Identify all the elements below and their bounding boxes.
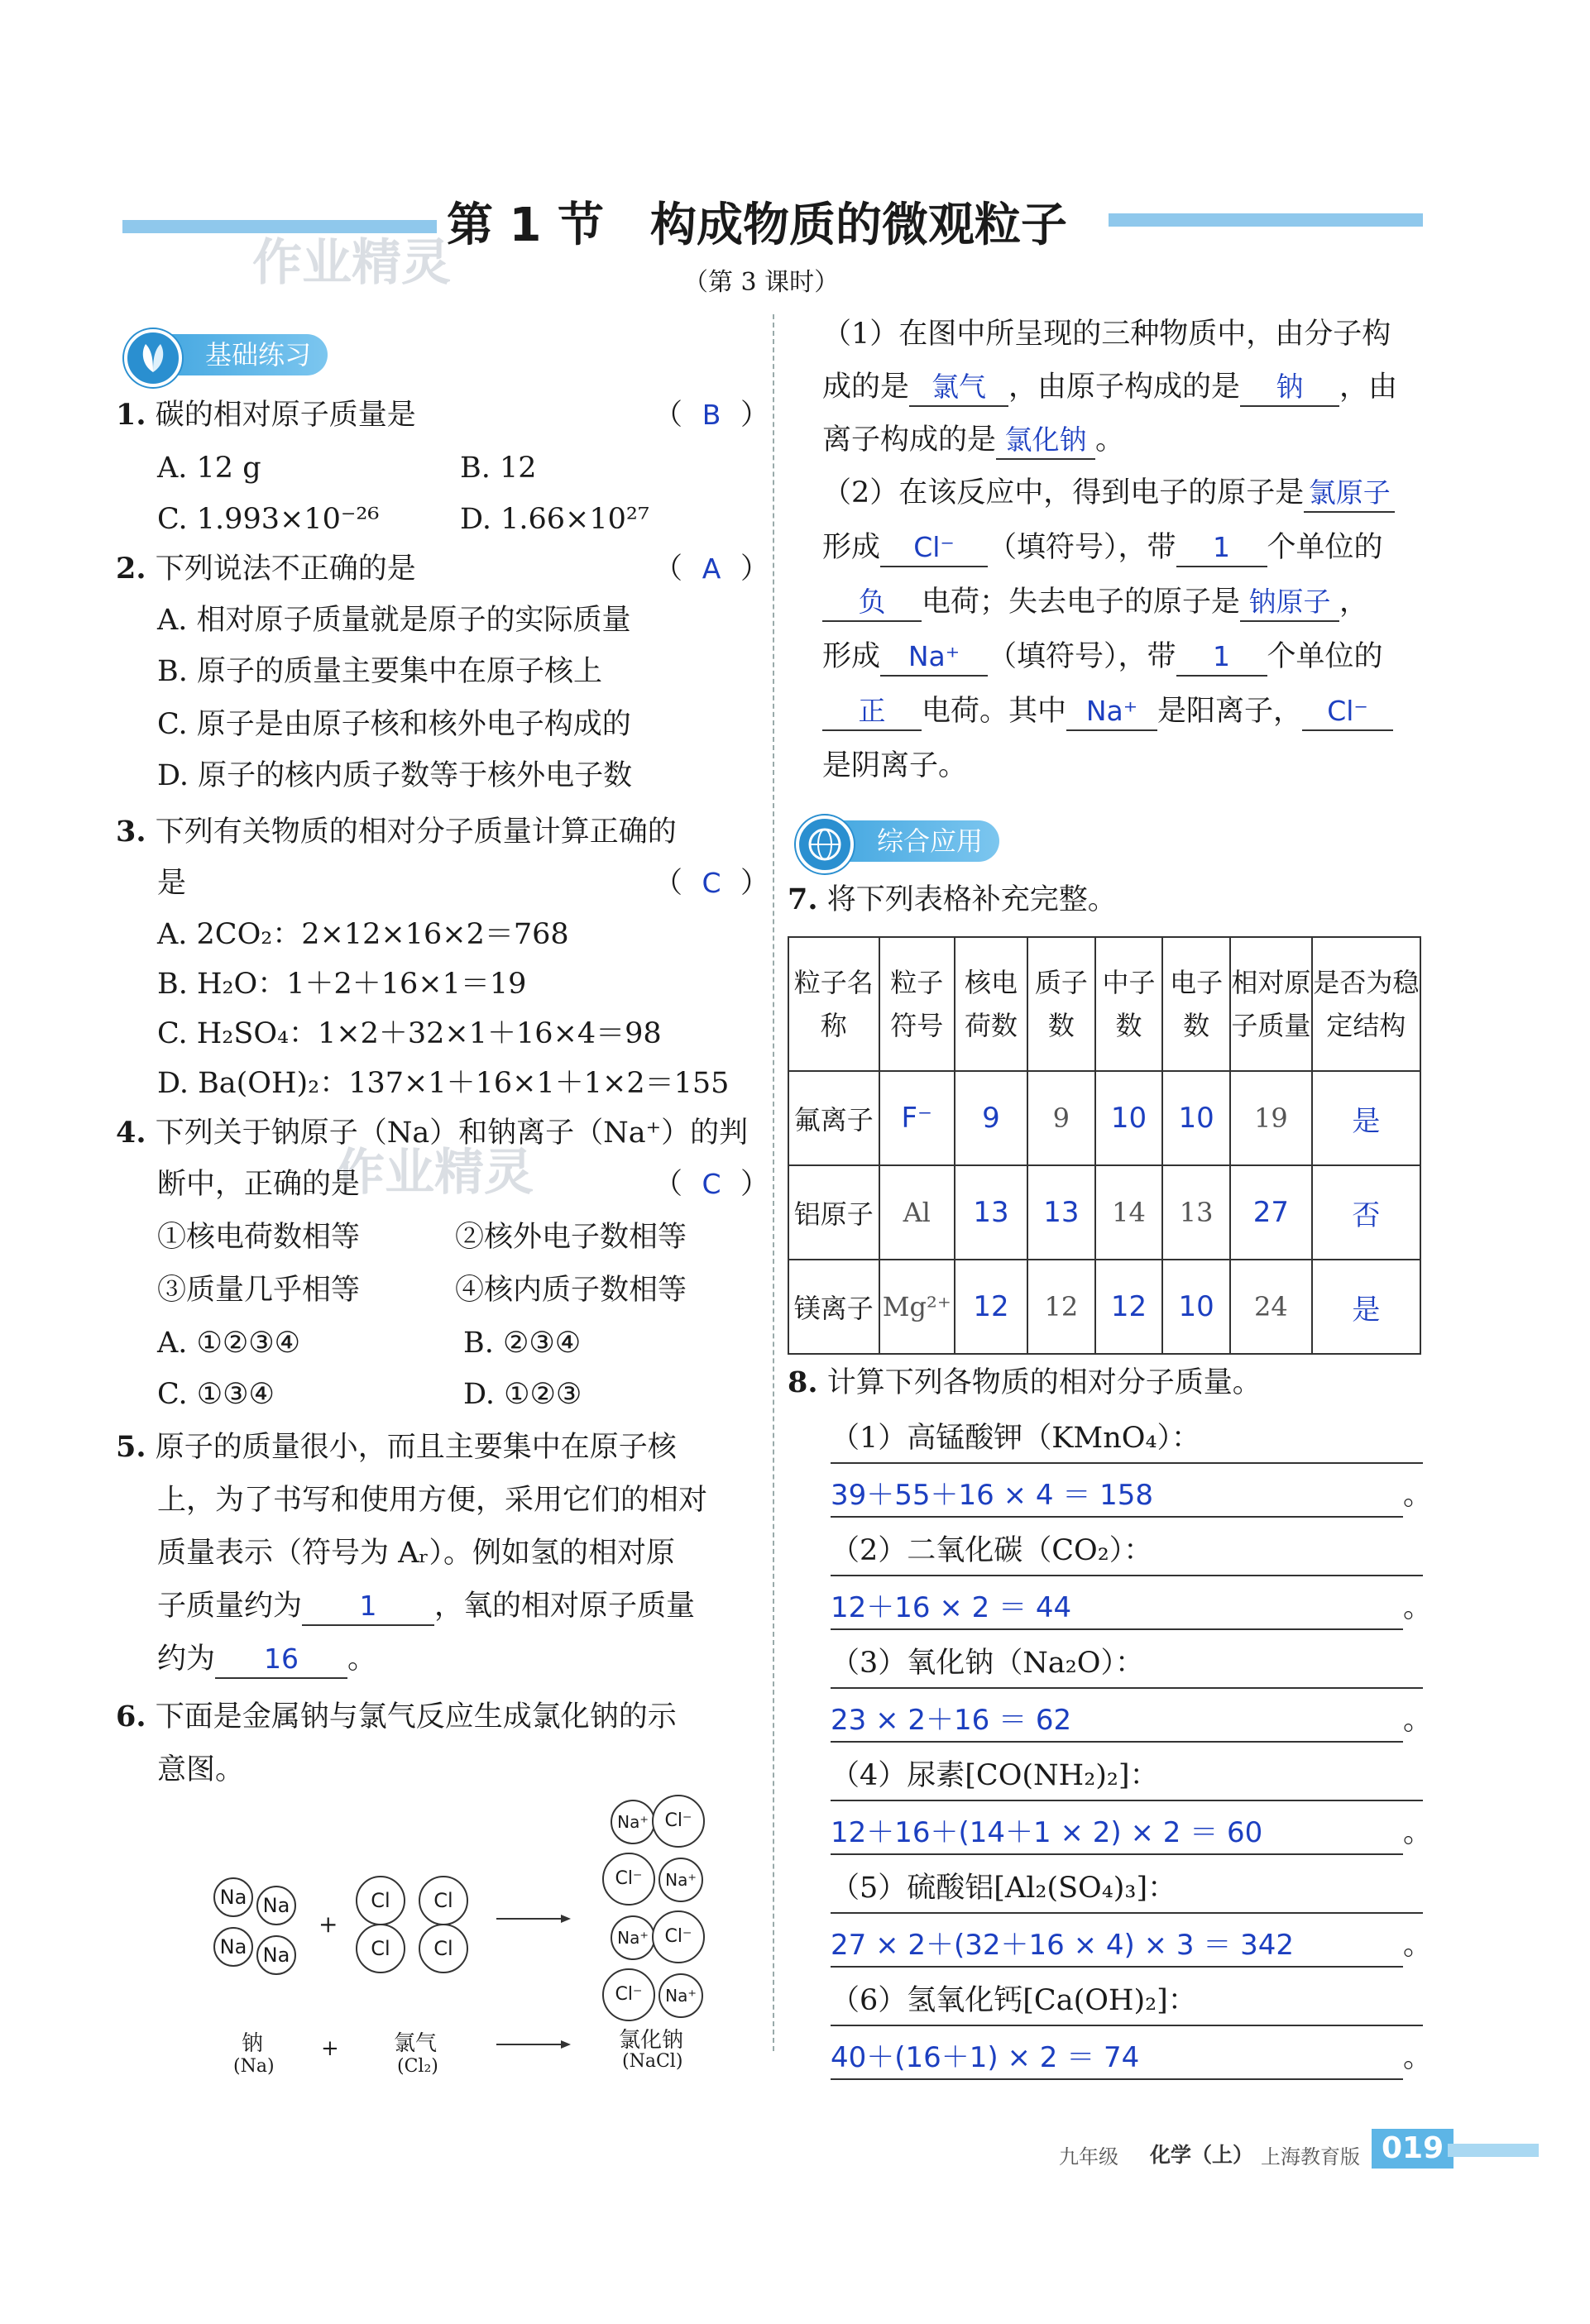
q6-blank-negative[interactable]: 负 <box>822 584 922 622</box>
table-row <box>788 1071 1420 1165</box>
ion-cl: Cl⁻ <box>602 1968 655 2021</box>
cell-symbol: Mg²⁺ <box>879 1260 955 1354</box>
q3-stem: 下列有关物质的相对分子质量计算正确的 <box>155 815 677 849</box>
atom-cl: Cl <box>356 1876 405 1925</box>
q8-item-answer-row <box>831 1576 1433 1639</box>
table-row <box>788 1260 1420 1354</box>
lesson-subtitle: （第 3 课时） <box>683 268 840 297</box>
q4-statement-1: ①核电荷数相等 <box>157 1221 361 1254</box>
q6-part2-line5 <box>822 685 1393 738</box>
q1-answer: B <box>702 399 721 431</box>
q2-answer-bracket: （ A ） <box>654 543 769 595</box>
period: 。 <box>1403 1704 1433 1737</box>
q1-option-c: C. 1.993×10⁻²⁶ <box>157 503 380 536</box>
q6-p2-text-6: ， <box>1339 586 1369 619</box>
q3-number: 3. <box>116 815 146 849</box>
atom-cl: Cl <box>419 1924 468 1973</box>
q8-item-answer[interactable]: 12＋16 × 2 ＝ 44 <box>831 1587 1403 1630</box>
q5-line-4b: ，氧的相对原子质量 <box>434 1590 696 1623</box>
q3-answer-bracket: （ C ） <box>654 857 769 910</box>
q6-p1-text-2: ，由原子构成的是 <box>1008 371 1241 404</box>
header-cell: 相对原子质量 <box>1230 937 1312 1071</box>
q4-statement-4: ④核内质子数相等 <box>455 1274 687 1307</box>
q4-option-c: C. ①③④ <box>157 1378 275 1411</box>
question-5 <box>116 1421 677 1474</box>
section-applied-label: 综合应用 <box>812 820 999 862</box>
page-number: 019 <box>1372 2129 1454 2169</box>
q8-list <box>831 1414 1433 2089</box>
q8-item-label: （1）高锰酸钾（KMnO₄）： <box>831 1414 1423 1464</box>
cell-neutrons: 12 <box>1095 1260 1163 1354</box>
footer-publisher: 上海教育版 <box>1261 2145 1360 2169</box>
q6-blank-anion[interactable]: Cl⁻ <box>1302 693 1393 731</box>
q6-p2-text-11: 是阳离子， <box>1157 695 1303 728</box>
table-row <box>788 1165 1420 1260</box>
plus-sign-2: + <box>321 2036 339 2061</box>
q5-blank-2[interactable]: 16 <box>215 1641 347 1679</box>
q4-stem-line2 <box>157 1158 770 1211</box>
particle-table <box>788 936 1421 1355</box>
cell-neutrons: 14 <box>1095 1165 1163 1260</box>
header-cell: 粒子名称 <box>788 937 879 1071</box>
ion-cl: Cl⁻ <box>602 1853 655 1906</box>
title-bar-right <box>1109 213 1423 227</box>
cell-electrons: 10 <box>1162 1260 1230 1354</box>
q3-answer: C <box>702 867 721 899</box>
period: 。 <box>1403 1816 1433 1849</box>
q6-line-1: 下面是金属钠与氯气反应生成氯化钠的示 <box>155 1700 677 1733</box>
q8-item-answer-row <box>831 1464 1433 1527</box>
formula-cl2: (Cl₂) <box>397 2056 438 2077</box>
q1-number: 1. <box>116 398 146 432</box>
period: 。 <box>1403 1479 1433 1512</box>
q4-option-b: B. ②③④ <box>463 1327 582 1360</box>
q8-number: 8. <box>788 1365 818 1399</box>
globe-icon <box>796 815 854 873</box>
reaction-arrow-2 <box>496 2036 571 2053</box>
cell-mass: 24 <box>1230 1260 1312 1354</box>
page-title: 第 1 节 构成物质的微观粒子 <box>447 198 1067 252</box>
q8-item-label: （6）氢氧化钙[Ca(OH)₂]： <box>831 1977 1423 2026</box>
cell-nuclear-charge: 9 <box>955 1071 1027 1165</box>
q4-statement-2: ②核外电子数相等 <box>455 1221 687 1254</box>
q6-part2-line4 <box>822 630 1383 683</box>
q6-part2-line6: 是阴离子。 <box>822 749 968 782</box>
q8-item-answer-row <box>831 1689 1433 1752</box>
q4-statement-3: ③质量几乎相等 <box>157 1274 361 1307</box>
q8-item-answer[interactable]: 12＋16＋(14＋1 × 2) × 2 ＝ 60 <box>831 1812 1403 1855</box>
period: 。 <box>1403 1929 1433 1962</box>
cell-mass: 19 <box>1230 1071 1312 1165</box>
question-3 <box>116 806 677 858</box>
cell-neutrons: 10 <box>1095 1071 1163 1165</box>
q3-option-d: D. Ba(OH)₂：137×1＋16×1＋1×2＝155 <box>157 1067 730 1100</box>
q6-p1-text-3: ，由 <box>1339 371 1398 404</box>
header-cell: 粒子符号 <box>879 937 955 1071</box>
q3-stem-line2 <box>157 857 770 910</box>
question-1 <box>116 389 770 442</box>
footer <box>1059 2129 1555 2175</box>
q8-item-answer-row <box>831 1914 1433 1977</box>
q6-blank-cl-symbol[interactable]: Cl⁻ <box>880 529 988 567</box>
cell-name: 铝原子 <box>788 1165 879 1260</box>
footer-grade: 九年级 <box>1059 2145 1118 2169</box>
q6-blank-atom[interactable]: 钠 <box>1240 369 1339 407</box>
q8-item-answer[interactable]: 40＋(16＋1) × 2 ＝ 74 <box>831 2037 1403 2080</box>
cell-symbol: Al <box>879 1165 955 1260</box>
ion-cl: Cl⁻ <box>652 1910 705 1963</box>
header-cell: 质子数 <box>1027 937 1095 1071</box>
q7-number: 7. <box>788 882 818 916</box>
q8-item-label: （5）硫酸铝[Al₂(SO₄)₃]： <box>831 1864 1423 1914</box>
cell-nuclear-charge: 12 <box>955 1260 1027 1354</box>
q4-option-d: D. ①②③ <box>463 1378 582 1411</box>
q8-item-answer[interactable]: 39＋55＋16 × 4 ＝ 158 <box>831 1475 1403 1518</box>
table-header-row <box>788 937 1420 1071</box>
q6-blank-cation[interactable]: Na⁺ <box>1066 693 1157 731</box>
q6-part2-line2 <box>822 521 1383 574</box>
q6-blank-lose-atom[interactable]: 钠原子 <box>1240 584 1339 622</box>
header-cell: 是否为稳定结构 <box>1312 937 1420 1071</box>
q6-part1-line2 <box>822 361 1397 414</box>
cell-electrons: 13 <box>1162 1165 1230 1260</box>
q4-number: 4. <box>116 1116 146 1150</box>
cell-mass: 27 <box>1230 1165 1312 1260</box>
column-divider <box>773 314 774 2051</box>
q1-answer-bracket: （ B ） <box>654 389 769 442</box>
q2-option-d: D. 原子的核内质子数等于核外电子数 <box>157 759 633 792</box>
q8-item-answer[interactable]: 27 × 2＋(32＋16 × 4) × 3 ＝ 342 <box>831 1925 1403 1968</box>
header-cell: 中子数 <box>1095 937 1163 1071</box>
q6-p2-text-8: （填符号），带 <box>988 640 1176 673</box>
atom-na: Na <box>213 1877 253 1917</box>
q2-answer: A <box>702 552 721 585</box>
atom-na: Na <box>213 1927 253 1967</box>
q6-p1-text-4: 离子构成的是 <box>822 423 997 457</box>
q8-stem: 计算下列各物质的相对分子质量。 <box>826 1366 1262 1399</box>
atom-na: Na <box>256 1886 296 1925</box>
q6-blank-ion[interactable]: 氯化钠 <box>996 422 1095 460</box>
watermark-2: 作业精灵 <box>335 1144 534 1202</box>
q2-stem: 下列说法不正确的是 <box>155 552 416 586</box>
period: 。 <box>1403 1591 1433 1624</box>
q6-p2-text-3: （填符号），带 <box>988 531 1176 564</box>
q8-item-answer-row <box>831 1801 1433 1864</box>
question-2 <box>116 543 770 595</box>
q6-part2-line3 <box>822 576 1368 629</box>
q8-item-answer[interactable]: 23 × 2＋16 ＝ 62 <box>831 1700 1403 1743</box>
ion-na: Na⁺ <box>659 1973 703 2018</box>
q6-p2-text-2: 形成 <box>822 531 881 564</box>
q6-blank-molecule[interactable]: 氯气 <box>909 369 1008 407</box>
q6-part1-line1: （1）在图中所呈现的三种物质中，由分子构 <box>822 318 1391 351</box>
q4-answer-bracket: （ C ） <box>654 1158 769 1211</box>
watermark: 作业精灵 <box>252 234 451 292</box>
q3-option-a: A. 2CO₂：2×12×16×2＝768 <box>157 918 569 951</box>
reaction-arrow <box>496 1910 571 1927</box>
formula-na: (Na) <box>233 2056 275 2077</box>
q4-answer: C <box>702 1168 721 1200</box>
q1-option-b: B. 12 <box>460 452 537 485</box>
period: 。 <box>1403 2041 1433 2074</box>
section-basic-label: 基础练习 <box>141 334 328 375</box>
q8-item-label: （3）氧化钠（Na₂O）： <box>831 1639 1423 1689</box>
q3-stem-2: 是 <box>157 867 187 900</box>
q6-p1-text-1: 成的是 <box>822 371 910 404</box>
q6-p2-text-9: 个单位的 <box>1267 640 1383 673</box>
q3-option-c: C. H₂SO₄：1×2＋32×1＋16×4＝98 <box>157 1017 662 1050</box>
q1-option-d: D. 1.66×10²⁷ <box>460 503 649 536</box>
q5-line-2: 上，为了书写和使用方便，采用它们的相对 <box>157 1484 708 1517</box>
q8-item-label: （2）二氧化碳（CO₂）： <box>831 1527 1423 1576</box>
cell-electrons: 10 <box>1162 1071 1230 1165</box>
q8-item-label: （4）尿素[CO(NH₂)₂]： <box>831 1752 1423 1801</box>
q5-line-5b: 。 <box>347 1643 377 1676</box>
cell-protons: 9 <box>1027 1071 1095 1165</box>
q6-blank-gain-atom[interactable]: 氯原子 <box>1304 475 1395 513</box>
label-nacl: 氯化钠 <box>619 2028 684 2053</box>
q5-line-5a: 约为 <box>157 1643 216 1676</box>
q5-line-3: 质量表示（符号为 Aᵣ）。例如氢的相对原 <box>157 1537 676 1570</box>
q6-p1-text-5: 。 <box>1095 423 1125 457</box>
q4-option-a: A. ①②③④ <box>157 1327 301 1360</box>
formula-nacl: (NaCl) <box>622 2051 683 2072</box>
q6-p2-text-4: 个单位的 <box>1267 531 1383 564</box>
q6-line-2: 意图。 <box>157 1753 245 1786</box>
q6-number: 6. <box>116 1700 146 1733</box>
cell-symbol: F⁻ <box>879 1071 955 1165</box>
q2-option-b: B. 原子的质量主要集中在原子核上 <box>157 655 602 688</box>
atom-cl: Cl <box>356 1924 405 1973</box>
q5-line-4 <box>157 1580 695 1633</box>
q5-number: 5. <box>116 1430 146 1464</box>
q5-line-1: 原子的质量很小，而且主要集中在原子核 <box>155 1431 677 1464</box>
q1-stem: 碳的相对原子质量是 <box>155 399 416 432</box>
cell-name: 镁离子 <box>788 1260 879 1354</box>
q6-p2-text-10: 电荷。其中 <box>922 695 1067 728</box>
q6-p2-text-7: 形成 <box>822 640 881 673</box>
q7-stem: 将下列表格补充完整。 <box>826 883 1117 916</box>
leaf-icon <box>124 329 182 387</box>
q6-blank-positive[interactable]: 正 <box>822 693 922 731</box>
q2-option-a: A. 相对原子质量就是原子的实际质量 <box>157 604 631 637</box>
q6-blank-na-symbol[interactable]: Na⁺ <box>880 638 988 677</box>
footer-bar <box>1448 2144 1539 2157</box>
q6-blank-cl-charge[interactable]: 1 <box>1176 529 1267 567</box>
cell-protons: 13 <box>1027 1165 1095 1260</box>
q4-stem: 下列关于钠原子（Na）和钠离子（Na⁺）的判 <box>155 1117 749 1150</box>
ion-na: Na⁺ <box>659 1858 703 1902</box>
label-cl2: 氯气 <box>394 2031 438 2056</box>
footer-subject: 化学（上） <box>1150 2143 1254 2167</box>
reaction-diagram <box>199 1778 736 2092</box>
question-8 <box>788 1356 1262 1409</box>
q5-line-4a: 子质量约为 <box>157 1590 303 1623</box>
q3-option-b: B. H₂O：1＋2＋16×1＝19 <box>157 968 527 1001</box>
q5-line-5 <box>157 1633 376 1686</box>
question-7 <box>788 873 1117 926</box>
cell-nuclear-charge: 13 <box>955 1165 1027 1260</box>
cell-stable: 是 <box>1312 1071 1420 1165</box>
header-cell: 电子数 <box>1162 937 1230 1071</box>
question-6 <box>116 1690 677 1743</box>
ion-cl: Cl⁻ <box>652 1795 705 1848</box>
q8-item-answer-row <box>831 2026 1433 2089</box>
q2-option-c: C. 原子是由原子核和核外电子构成的 <box>157 708 631 741</box>
q2-number: 2. <box>116 552 146 586</box>
cell-name: 氟离子 <box>788 1071 879 1165</box>
cell-stable: 否 <box>1312 1165 1420 1260</box>
header-cell: 核电荷数 <box>955 937 1027 1071</box>
atom-na: Na <box>256 1935 296 1975</box>
q4-stem-2: 断中，正确的是 <box>157 1168 361 1201</box>
q1-option-a: A. 12 g <box>157 452 261 485</box>
atom-cl: Cl <box>419 1876 468 1925</box>
q6-p2-text-1: （2）在该反应中，得到电子的原子是 <box>822 476 1305 509</box>
label-na: 钠 <box>242 2031 264 2056</box>
q5-blank-1[interactable]: 1 <box>302 1588 434 1626</box>
cell-protons: 12 <box>1027 1260 1095 1354</box>
q6-part1-line3 <box>822 414 1124 466</box>
cell-stable: 是 <box>1312 1260 1420 1354</box>
q6-part2-line1 <box>822 466 1395 519</box>
ion-na: Na⁺ <box>611 1800 655 1844</box>
q6-blank-na-charge[interactable]: 1 <box>1176 638 1267 677</box>
q6-p2-text-5: 电荷；失去电子的原子是 <box>922 586 1241 619</box>
ion-na: Na⁺ <box>611 1915 655 1960</box>
plus-sign: + <box>318 1910 338 1938</box>
